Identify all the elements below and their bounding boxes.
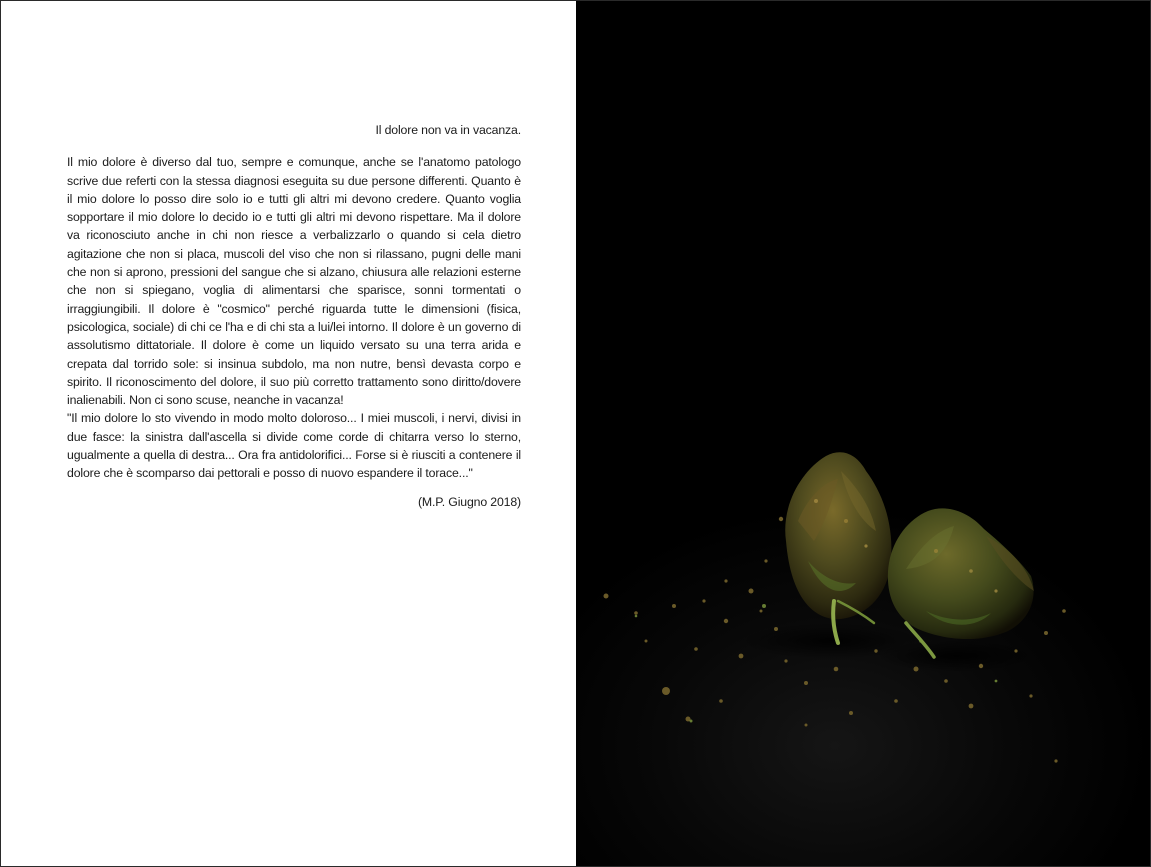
- cannabis-photo: [576, 1, 1151, 867]
- page-title: Il dolore non va in vacanza.: [375, 123, 521, 137]
- paragraph-essay: Il mio dolore è diverso dal tuo, sempre e comunque, anche se l'anatomo patologo scrive due referti con la stessa diagnosi eseguita su due persone differenti. Quanto è il mio dolore lo posso dire solo io e tutti gli altri mi devono credere. Quanto voglia sopportare il mio dolore lo decido io e tutti gli altri mi devono rispettare. Ma il dolore va riconosciuto anche in chi non riesce a verbalizzarlo o quando si cela dietro agitazione che non si placa, muscoli del viso che non si rilassano, pugni delle mani che non si aprono, pressioni del sangue che si alzano, chiusura alle relazioni esterne che non si spiegano, voglia di alimentarsi che sparisce, sonni tormentati o irraggiungibili. Il dolore è "cosmico" perché riguarda tutte le dimensioni (fisica, psicologica, sociale) di chi ce l'ha e di chi sta a lui/lei intorno. Il dolore è un governo di assolutismo dittatoriale. Il dolore è come un liquido versato su una terra arida e crepata dal torrido sole: si insinua subdolo, ma non nutre, bensì devasta corpo e spirito. Il riconoscimento del dolore, il suo più corretto trattamento sono diritto/dovere inalienabili. Non ci sono scuse, neanche in vacanza!: [67, 155, 521, 408]
- text-block: [67, 121, 521, 511]
- left-page: [1, 1, 576, 867]
- right-page: [576, 1, 1151, 867]
- body-text: [67, 153, 521, 482]
- paragraph-quote: "Il mio dolore lo sto vivendo in modo molto doloroso... I miei muscoli, i nervi, divisi in due fasce: la sinistra dall'ascella si divide come corde di chitarra verso lo sterno, ugualmente a quella di destra... Ora fra antidolorifici... Forse si è riusciti a contenere il dolore che è scomparso dai pettorali e posso di nuovo espandere il torace...": [67, 411, 521, 481]
- credit-line: (M.P. Giugno 2018): [417, 494, 521, 509]
